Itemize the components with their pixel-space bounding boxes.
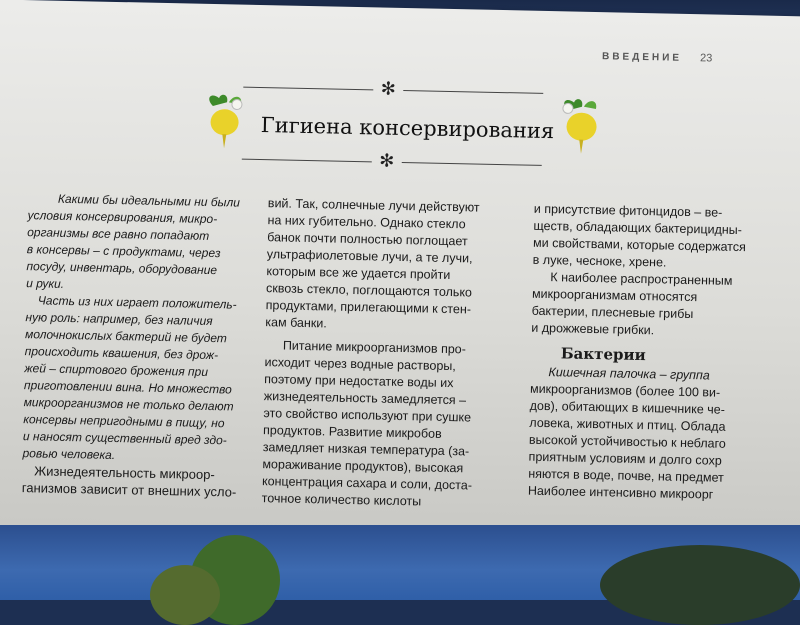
col3-line: ми свойствами, которые содержатся bbox=[532, 235, 746, 255]
page-number: 23 bbox=[699, 52, 713, 65]
section-title: Гигиена консервирования bbox=[260, 113, 555, 144]
col3-line: и дрожжевые грибки. bbox=[531, 320, 655, 338]
col2-line: ультрафиолетовые лучи, а те лучи, bbox=[266, 247, 473, 266]
col3-line: дов), обитающих в кишечнике че- bbox=[529, 398, 725, 417]
column-3 bbox=[528, 201, 789, 505]
col2-line: которым все же удается пройти bbox=[266, 264, 451, 283]
col2-line: продуктов. Развитие микробов bbox=[262, 423, 442, 441]
col3-line: приятным условиям и долго сохр bbox=[528, 449, 722, 468]
subheading-bacteria: Бактерии bbox=[560, 344, 646, 365]
turnip-right-icon bbox=[557, 96, 608, 157]
col2-line: банок почти полностью поглощает bbox=[267, 230, 468, 249]
col1-line: в консервы – с продуктами, через bbox=[26, 242, 221, 261]
col1-line: консервы непригодными в пищу, но bbox=[23, 412, 225, 431]
col3-line: ловека, животных и птиц. Облада bbox=[529, 415, 726, 434]
col1-line: Какими бы идеальными ни были bbox=[57, 191, 241, 210]
col1-line: молочнокислых бактерий не будет bbox=[24, 327, 228, 346]
col3-line: микроорганизмов (более 100 ви- bbox=[529, 381, 721, 400]
col3-line: бактерии, плесневые грибы bbox=[531, 303, 694, 322]
col1-line: ганизмов зависит от внешних усло- bbox=[21, 480, 237, 500]
col2-line: Питание микроорганизмов про- bbox=[282, 338, 467, 357]
col2-line: сквозь стекло, поглощаются только bbox=[265, 281, 473, 300]
col2-line: это свойство используют при сушке bbox=[263, 406, 472, 425]
col1-line: приготовлении вина. Но множество bbox=[23, 378, 232, 397]
col1-line: условия консервирования, микро- bbox=[27, 208, 218, 227]
col1-line: и наносят существенный вред здо- bbox=[22, 429, 227, 448]
bottom-rule-right bbox=[402, 162, 542, 166]
page-photo-strip bbox=[0, 525, 800, 600]
col1-line: посуду, инвентарь, оборудование bbox=[26, 259, 218, 278]
col3-line: Кишечная палочка – группа bbox=[548, 365, 710, 383]
col2-line: мораживание продуктов), высокая bbox=[262, 457, 464, 476]
top-rule-right bbox=[403, 90, 543, 94]
col2-line: исходит через водные растворы, bbox=[264, 355, 456, 374]
col3-line: К наиболее распространенным bbox=[550, 270, 733, 288]
turnip-left-icon bbox=[202, 92, 253, 153]
col3-line: микроорганизмам относятся bbox=[531, 286, 698, 305]
col2-line: продуктами, прилегающими к стен- bbox=[265, 298, 472, 317]
col2-line: замедляет низкая температура (за- bbox=[262, 440, 470, 459]
col2-line: точное количество кислоты bbox=[261, 491, 422, 509]
col1-line: ровью человека. bbox=[22, 446, 116, 463]
bottom-rule-left bbox=[242, 159, 372, 163]
foliage-photo bbox=[150, 565, 220, 625]
column-2 bbox=[262, 195, 523, 512]
running-header bbox=[602, 50, 712, 64]
col3-line: высокой устойчивостью к неблаго bbox=[528, 432, 726, 451]
ornament-bottom-icon: ✻ bbox=[379, 150, 395, 172]
col3-line: ществ, обладающих бактерицидны- bbox=[533, 218, 743, 238]
col3-line: няются в воде, почве, на предмет bbox=[528, 466, 724, 485]
col1-line: происходить квашения, без дрож- bbox=[24, 344, 219, 363]
col1-line: микроорганизмов не только делают bbox=[23, 395, 234, 414]
col2-line: жизнедеятельность замедляется – bbox=[263, 389, 467, 408]
top-rule-left bbox=[243, 87, 373, 91]
col1-line: организмы все равно попадают bbox=[27, 225, 210, 243]
foliage-photo bbox=[600, 545, 800, 625]
ornament-top-icon: ✻ bbox=[380, 78, 397, 100]
col3-line: Наиболее интенсивно микроорг bbox=[527, 483, 714, 502]
col2-line: кам банки. bbox=[265, 315, 327, 331]
col2-line: на них губительно. Однако стекло bbox=[267, 213, 466, 232]
col2-line: вий. Так, солнечные лучи действуют bbox=[267, 196, 480, 215]
col1-line: ную роль: например, без наличия bbox=[25, 310, 213, 329]
col3-line: и присутствие фитонцидов – ве- bbox=[533, 201, 723, 220]
header-section: ВВЕДЕНИЕ bbox=[601, 51, 683, 64]
title-block bbox=[212, 76, 604, 179]
col2-line: концентрация сахара и соли, доста- bbox=[261, 474, 473, 493]
col1-line: Жизнедеятельность микроор- bbox=[34, 463, 215, 483]
col2-line: поэтому при недостатке воды их bbox=[264, 372, 454, 391]
column-1 bbox=[22, 190, 268, 501]
col1-line: Часть из них играет положитель- bbox=[37, 293, 237, 312]
col3-line: в луке, чесноке, хрене. bbox=[532, 252, 667, 270]
col1-line: жей – спиртового брожения при bbox=[24, 361, 209, 379]
col1-line: и руки. bbox=[26, 276, 65, 291]
